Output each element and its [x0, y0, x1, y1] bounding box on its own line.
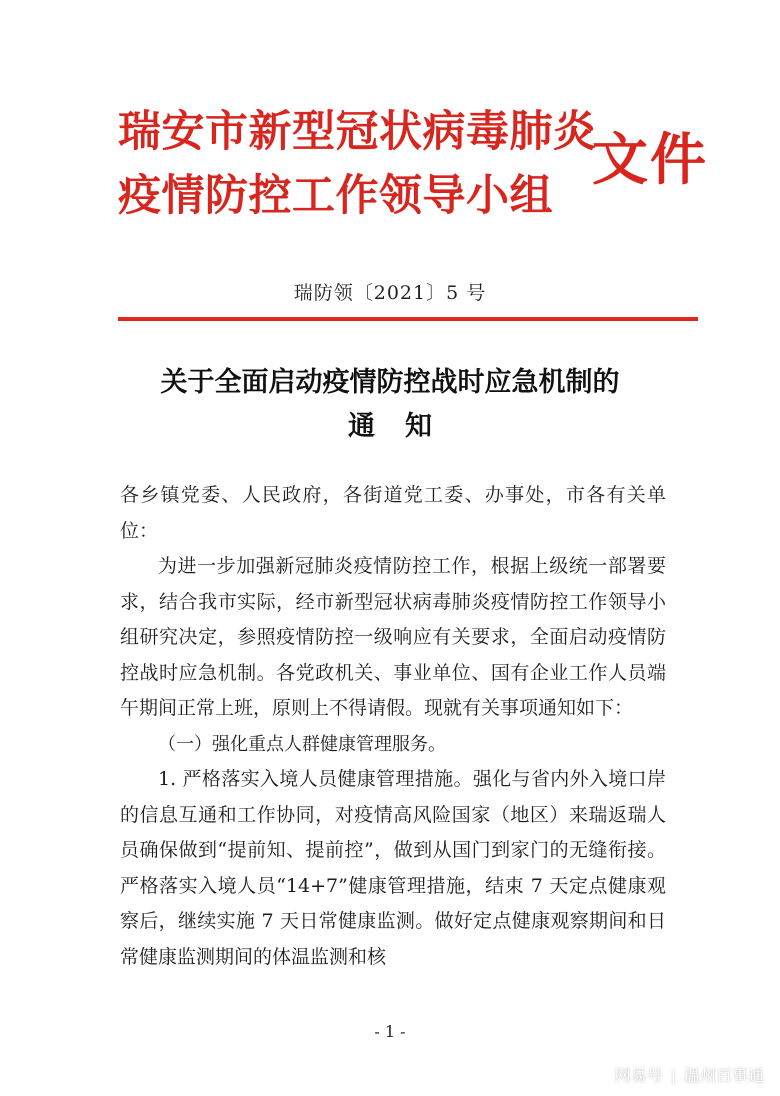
- red-divider-rule: [118, 317, 698, 321]
- title-line-1: 关于全面启动疫情防控战时应急机制的: [160, 367, 620, 398]
- organization-line-1: 瑞安市新型冠状病毒肺炎: [118, 107, 597, 157]
- issuing-organization: [118, 104, 597, 224]
- document-title: [0, 364, 780, 446]
- document-type-label: 文件: [592, 128, 708, 193]
- page-number: - 1 -: [374, 1022, 406, 1041]
- organization-line-2: 疫情防控工作领导小组: [118, 171, 553, 221]
- document-number: 瑞防领〔2021〕5 号: [293, 282, 487, 304]
- watermark-account: 温州百事通: [683, 1066, 764, 1085]
- salutation: 各乡镇党委、人民政府，各街道党工委、办事处，市各有关单位：: [120, 484, 666, 542]
- intro-paragraph: 为进一步加强新冠肺炎疫情防控工作，根据上级统一部署要求，结合我市实际，经市新型冠状病毒肺炎疫情防控工作领导小组研究决定，参照疫情防控一级响应有关要求，全面启动疫情防控战时应急机制。各党政机关、事业单位、国有企业工作人员端午期间正常上班，原则上不得请假。现就有关事项通知如下：: [120, 555, 666, 719]
- item-paragraph: 1. 严格落实入境人员健康管理措施。强化与省内外入境口岸的信息互通和工作协同，对疫情高风险国家（地区）来瑞返瑞人员确保做到“提前知、提前控”，做到从国门到家门的无缝衔接。严格落实入境人员“14+7”健康管理措施，结束 7 天定点健康观察后，继续实施 7 天日常健康监测。做好定点健康观察期间和日常健康监测期间的体温监测和核: [120, 768, 666, 968]
- title-line-2: 通知: [348, 411, 462, 442]
- section-heading: （一）强化重点人群健康管理服务。: [158, 733, 446, 755]
- watermark-brand: 网易号: [614, 1066, 663, 1085]
- document-body: [120, 478, 666, 975]
- source-watermark: 网易号 | 温州百事通: [614, 1066, 764, 1085]
